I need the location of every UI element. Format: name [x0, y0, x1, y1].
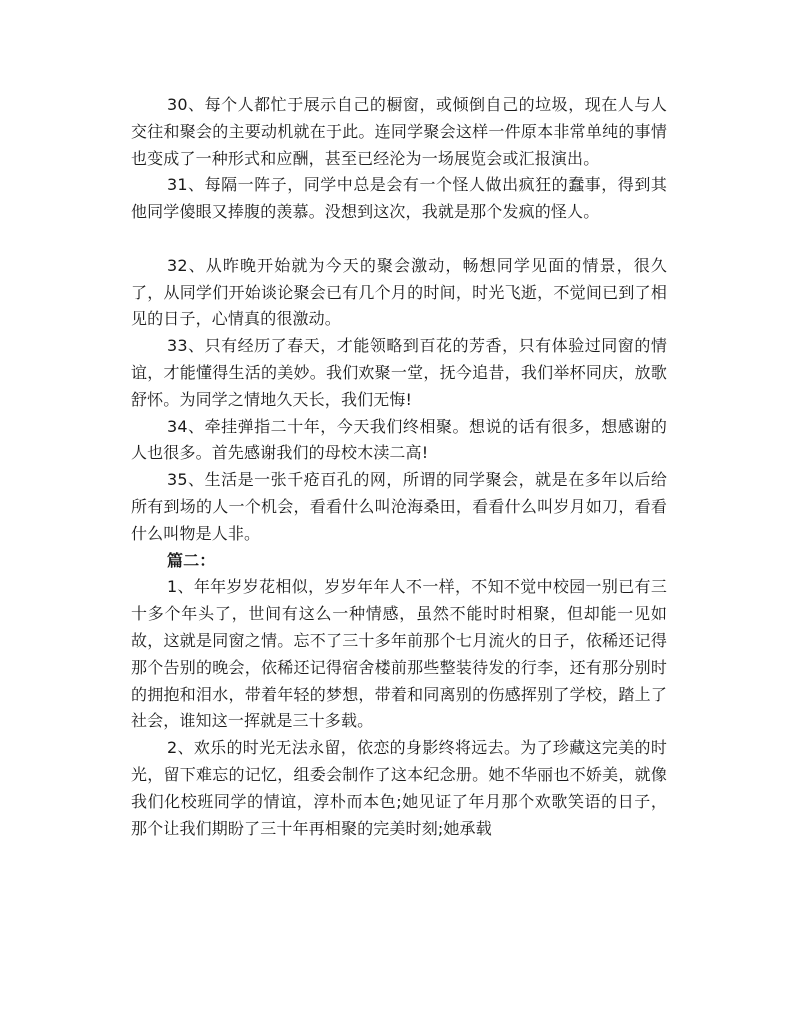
- paragraph-1: 1、年年岁岁花相似，岁岁年年人不一样，不知不觉中校园一别已有三十多个年头了，世间有这么一种情感，虽然不能时时相聚，但却能一见如故，这就是同窗之情。忘不了三十多年前那个七月流火的日子，依稀还记得那个告别的晚会，依稀还记得宿舍楼前那些整装待发的行李，还有那分别时的拥抱和泪水，带着年轻的梦想，带着和同离别的伤感挥别了学校，踏上了社会，谁知这一挥就是三十多载。: [131, 577, 667, 731]
- section-heading: 篇二：: [167, 550, 216, 570]
- document-body: [131, 92, 667, 842]
- paragraph-35: 35、生活是一张千疮百孔的网，所谓的同学聚会，就是在多年以后给所有到场的人一个机会，看看什么叫沧海桑田，看看什么叫岁月如刀，看看什么叫物是人非。: [131, 470, 667, 543]
- paragraph-32: 32、从昨晚开始就为今天的聚会激动，畅想同学见面的情景，很久了，从同学们开始谈论聚会已有几个月的时间，时光飞逝，不觉间已到了相见的日子，心情真的很激动。: [131, 255, 667, 329]
- paragraph-34: 34、牵挂弹指二十年，今天我们终相聚。想说的话有很多，想感谢的人也很多。首先感谢我们的母校木渎二高!: [131, 416, 667, 463]
- paragraph-2: 2、欢乐的时光无法永留，依恋的身影终将远去。为了珍藏这完美的时光，留下难忘的记忆，组委会制作了这本纪念册。她不华丽也不娇美，就像我们化校班同学的情谊，淳朴而本色;她见证了年月那个欢歌笑语的日子，那个让我们期盼了三十年再相聚的完美时刻;她承载: [131, 738, 667, 838]
- paragraph-30: 30、每个人都忙于展示自己的橱窗，或倾倒自己的垃圾，现在人与人交往和聚会的主要动机就在于此。连同学聚会这样一件原本非常单纯的事情也变成了一种形式和应酬，甚至已经沦为一场展览会或汇报演出。: [131, 95, 667, 168]
- paragraph-31: 31、每隔一阵子，同学中总是会有一个怪人做出疯狂的蠢事，得到其他同学傻眼又捧腹的羡慕。没想到这次，我就是那个发疯的怪人。: [131, 175, 667, 222]
- paragraph-33: 33、只有经历了春天，才能领略到百花的芳香，只有体验过同窗的情谊，才能懂得生活的美妙。我们欢聚一堂，抚今追昔，我们举杯同庆，放歌舒怀。为同学之情地久天长，我们无悔!: [131, 336, 667, 409]
